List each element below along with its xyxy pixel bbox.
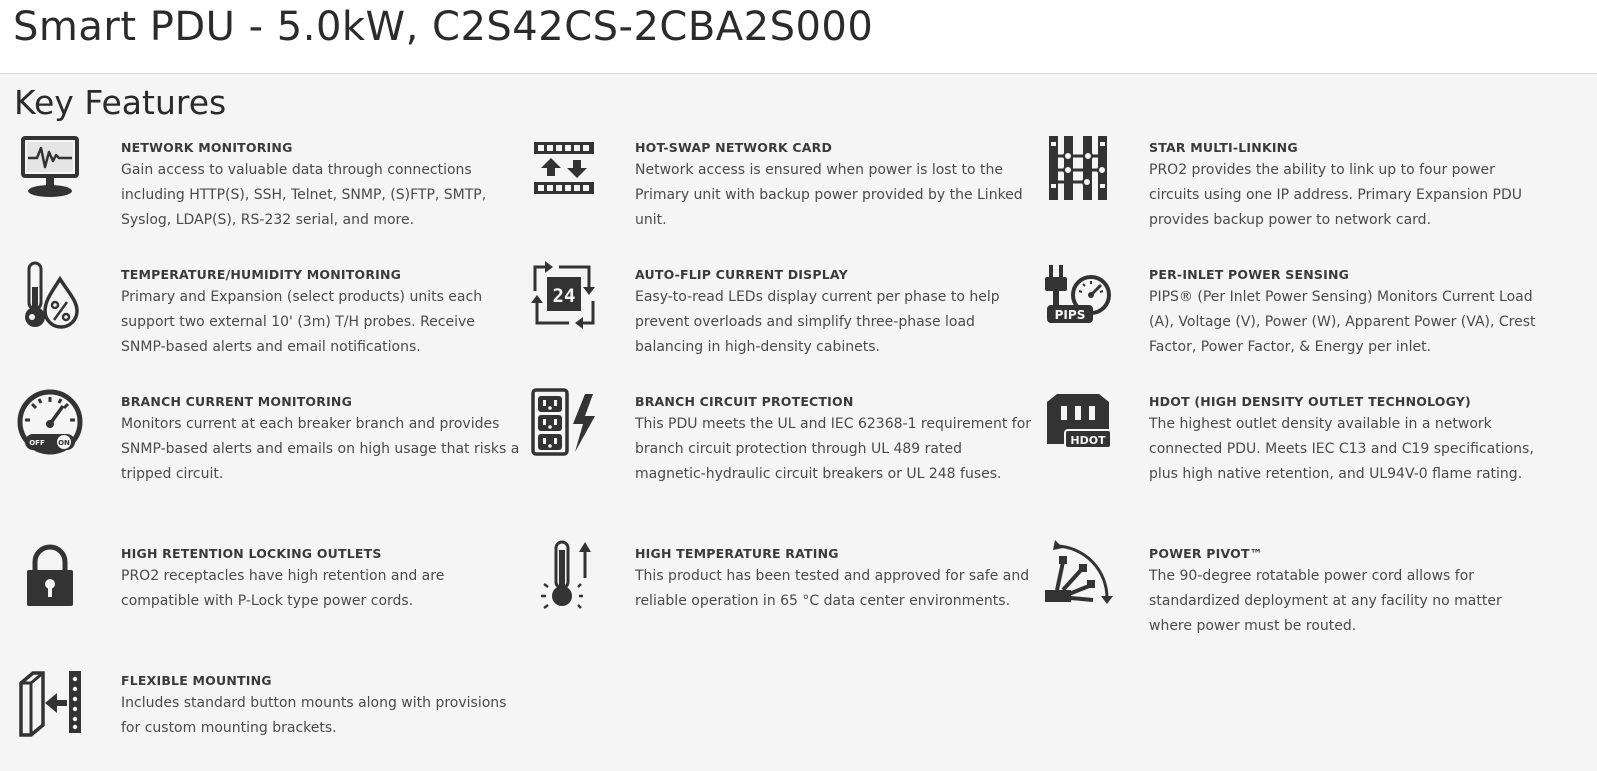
feature-description: Easy-to-read LEDs display current per phase to help prevent overloads and simplify three-phase load balancing in high-density cabinets. (635, 289, 1000, 355)
network-monitor-icon (15, 134, 85, 204)
hdot-outlet-icon (1043, 388, 1113, 458)
feature-title: BRANCH CURRENT MONITORING (121, 394, 353, 409)
feature-title: HIGH TEMPERATURE RATING (635, 546, 839, 561)
feature-title: HOT-SWAP NETWORK CARD (635, 140, 833, 155)
feature-title: FLEXIBLE MOUNTING (121, 673, 272, 688)
feature-title: BRANCH CIRCUIT PROTECTION (635, 394, 854, 409)
feature-description: The highest outlet density available in a network connected PDU. Meets IEC C13 and C19 specifications, plus high native retention, and UL94V-0 flame rating. (1149, 416, 1534, 482)
feature-title: HIGH RETENTION LOCKING OUTLETS (121, 546, 382, 561)
feature-description: PRO2 receptacles have high retention and are compatible with P-Lock type power cords. (121, 568, 445, 609)
feature-description: Monitors current at each breaker branch and provides SNMP-based alerts and emails on high usage that risks a tripped circuit. (121, 416, 520, 482)
feature-title: HDOT (HIGH DENSITY OUTLET TECHNOLOGY) (1149, 394, 1471, 409)
feature-description: Includes standard button mounts along with provisions for custom mounting brackets. (121, 695, 507, 736)
star-multi-link-icon (1043, 134, 1113, 204)
outlet-lightning-icon (529, 388, 599, 458)
feature-description: PIPS® (Per Inlet Power Sensing) Monitors Current Load (A), Voltage (V), Power (W), Apparent Power (VA), Crest Factor, Power Factor, & Energy per inlet. (1149, 289, 1536, 355)
power-pivot-icon (1043, 540, 1113, 610)
display-digits: 24 (552, 285, 576, 307)
page-header (0, 0, 1597, 74)
pips-badge-text: PIPS (1054, 308, 1086, 322)
section-title: Key Features (14, 83, 227, 122)
auto-flip-display-icon (529, 261, 599, 331)
feature-title: PER-INLET POWER SENSING (1149, 267, 1350, 282)
high-temp-thermometer-icon (529, 540, 599, 610)
hdot-badge-text: HDOT (1070, 434, 1106, 447)
feature-title: NETWORK MONITORING (121, 140, 293, 155)
thermometer-humidity-icon (15, 261, 85, 331)
feature-title: STAR MULTI-LINKING (1149, 140, 1298, 155)
feature-description: Gain access to valuable data through connections including HTTP(S), SSH, Telnet, SNMP, (S)FTP, SMTP, Syslog, LDAP(S), RS-232 serial, and more. (121, 162, 487, 228)
feature-title: AUTO-FLIP CURRENT DISPLAY (635, 267, 848, 282)
flexible-mount-icon (15, 667, 85, 737)
gauge-on-label: ON (58, 439, 70, 447)
feature-title: TEMPERATURE/HUMIDITY MONITORING (121, 267, 402, 282)
feature-description: Network access is ensured when power is lost to the Primary unit with backup power provided by the Linked unit. (635, 162, 1023, 228)
padlock-icon (15, 540, 85, 610)
gauge-off-label: OFF (29, 439, 45, 447)
pips-plug-gauge-icon (1043, 261, 1113, 331)
feature-description: This product has been tested and approved for safe and reliable operation in 65 °C data center environments. (635, 568, 1030, 609)
feature-description: This PDU meets the UL and IEC 62368-1 requirement for branch circuit protection through UL 489 rated magnetic-hydraulic circuit breakers or UL 248 fuses. (635, 416, 1032, 482)
feature-title: POWER PIVOT™ (1149, 546, 1263, 561)
feature-description: The 90-degree rotatable power cord allows for standardized deployment at any facility no matter where power must be routed. (1149, 568, 1502, 634)
feature-description: Primary and Expansion (select products) units each support two external 10' (3m) T/H probes. Receive SNMP-based alerts and email notifications. (121, 289, 483, 355)
gauge-switch-icon (15, 388, 85, 458)
feature-description: PRO2 provides the ability to link up to four power circuits using one IP address. Primary Expansion PDU provides backup power to network card. (1149, 162, 1522, 228)
hot-swap-card-icon (529, 134, 599, 204)
page-title: Smart PDU - 5.0kW, C2S42CS-2CBA2S000 (13, 4, 874, 50)
